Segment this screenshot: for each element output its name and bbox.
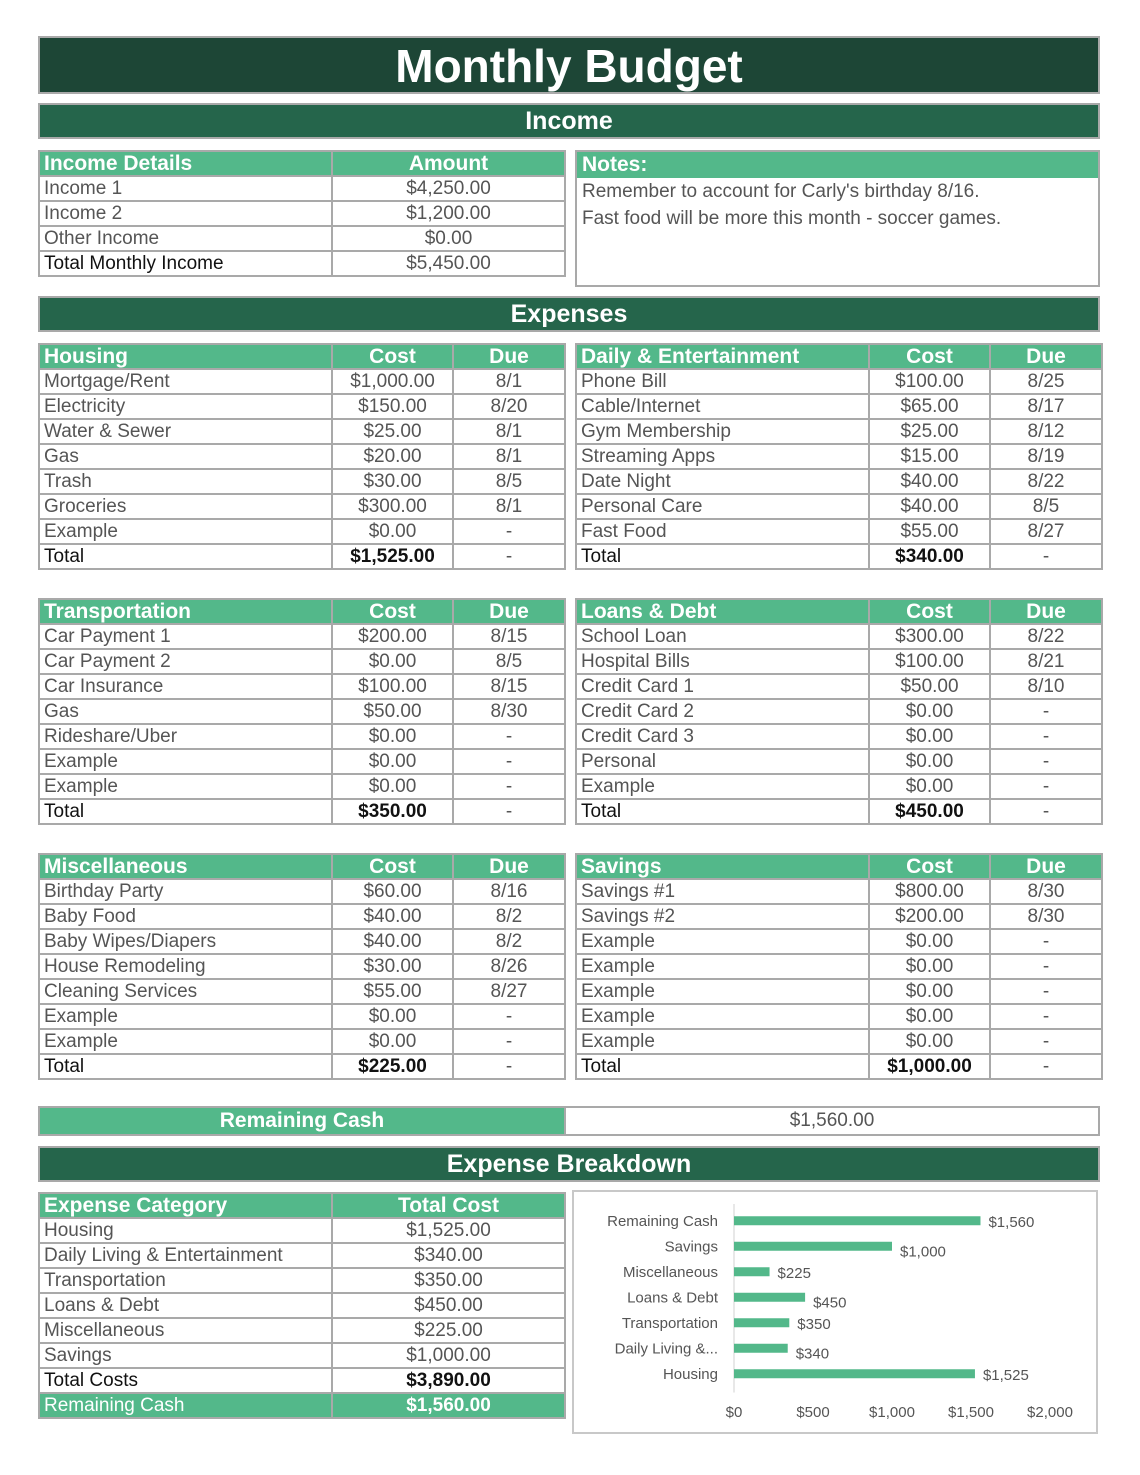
item-label: Savings #2	[576, 904, 869, 929]
bar	[734, 1369, 975, 1378]
total-label: Total	[39, 799, 332, 824]
total-row	[39, 1054, 565, 1079]
item-label: Birthday Party	[39, 879, 332, 904]
item-label: Cable/Internet	[576, 394, 869, 419]
item-label: Streaming Apps	[576, 444, 869, 469]
item-due: -	[453, 749, 565, 774]
item-label: Water & Sewer	[39, 419, 332, 444]
item-label: Savings #1	[576, 879, 869, 904]
income-label: Other Income	[39, 226, 332, 251]
table-row	[39, 1243, 565, 1268]
item-due: 8/5	[453, 469, 565, 494]
miscellaneous-table	[38, 853, 566, 1080]
notes-header: Notes:	[577, 152, 1098, 178]
item-due: -	[453, 519, 565, 544]
total-row	[39, 544, 565, 569]
item-due: 8/27	[990, 519, 1102, 544]
table-row	[576, 469, 1102, 494]
table-row	[576, 419, 1102, 444]
remaining-cash-value: $1,560.00	[332, 1393, 565, 1418]
item-label: Baby Food	[39, 904, 332, 929]
item-cost: $0.00	[332, 1029, 453, 1054]
category-tick-label: Transportation	[621, 1314, 718, 1332]
table-row	[39, 929, 565, 954]
table-row	[39, 1029, 565, 1054]
table-row	[39, 419, 565, 444]
total-label: Total	[576, 799, 869, 824]
item-cost: $50.00	[332, 699, 453, 724]
category-tick-label: Miscellaneous	[622, 1263, 718, 1281]
remaining-cash-value: $1,560.00	[564, 1108, 1098, 1134]
savings-table	[575, 853, 1103, 1080]
item-label: Example	[576, 1004, 869, 1029]
item-cost: $0.00	[869, 724, 990, 749]
total-income-amount: $5,450.00	[332, 251, 565, 276]
item-due: 8/12	[990, 419, 1102, 444]
item-cost: $200.00	[869, 904, 990, 929]
cost-header: Cost	[869, 344, 990, 369]
total-cost: $450.00	[869, 799, 990, 824]
item-cost: $0.00	[332, 749, 453, 774]
category-tick-label: Savings	[664, 1238, 718, 1256]
table-row	[39, 444, 565, 469]
category-cost: $340.00	[332, 1243, 565, 1268]
total-row	[576, 544, 1102, 569]
item-cost: $0.00	[869, 1004, 990, 1029]
item-cost: $30.00	[332, 954, 453, 979]
item-due: 8/30	[990, 879, 1102, 904]
item-due: 8/26	[453, 954, 565, 979]
table-row	[39, 1218, 565, 1243]
table-row	[576, 519, 1102, 544]
transportation-table	[38, 598, 566, 825]
income-label: Income 2	[39, 201, 332, 226]
total-label: Total	[576, 544, 869, 569]
table-row	[576, 394, 1102, 419]
cost-header: Cost	[332, 344, 453, 369]
item-cost: $300.00	[332, 494, 453, 519]
item-cost: $0.00	[332, 724, 453, 749]
category-tick-label: Daily Living &...	[614, 1340, 718, 1358]
breakdown-table	[38, 1192, 566, 1419]
item-due: 8/30	[453, 699, 565, 724]
item-due: -	[990, 1029, 1102, 1054]
table-row	[576, 929, 1102, 954]
total-label: Total	[39, 544, 332, 569]
item-label: Gas	[39, 444, 332, 469]
total-cost: $1,000.00	[869, 1054, 990, 1079]
total-row	[39, 799, 565, 824]
daily-entertainment-table	[575, 343, 1103, 570]
item-due: 8/17	[990, 394, 1102, 419]
total-costs-row	[39, 1368, 565, 1393]
x-tick-label: $1,500	[948, 1404, 994, 1421]
table-row	[39, 1268, 565, 1293]
table-row	[39, 904, 565, 929]
item-cost: $0.00	[869, 749, 990, 774]
item-due: 8/22	[990, 624, 1102, 649]
table-row	[39, 749, 565, 774]
item-label: Example	[39, 1029, 332, 1054]
category-header: Miscellaneous	[39, 854, 332, 879]
item-due: -	[990, 749, 1102, 774]
category-tick-label: Loans & Debt	[627, 1289, 718, 1307]
cost-header: Cost	[332, 854, 453, 879]
category-label: Miscellaneous	[39, 1318, 332, 1343]
table-row	[576, 1029, 1102, 1054]
table-row	[576, 879, 1102, 904]
x-tick-label: $1,000	[869, 1404, 915, 1421]
table-row	[39, 649, 565, 674]
table-row	[39, 699, 565, 724]
item-cost: $100.00	[869, 649, 990, 674]
total-cost: $350.00	[332, 799, 453, 824]
remaining-cash-label: Remaining Cash	[39, 1393, 332, 1418]
item-cost: $0.00	[332, 649, 453, 674]
table-row	[576, 624, 1102, 649]
item-cost: $0.00	[869, 979, 990, 1004]
item-label: Credit Card 3	[576, 724, 869, 749]
item-label: Rideshare/Uber	[39, 724, 332, 749]
table-row	[39, 1343, 565, 1368]
item-label: Baby Wipes/Diapers	[39, 929, 332, 954]
breakdown-section-header: Expense Breakdown	[38, 1146, 1100, 1182]
income-amount: $0.00	[332, 226, 565, 251]
table-row	[576, 1004, 1102, 1029]
x-tick-label: $2,000	[1027, 1404, 1073, 1421]
item-due: 8/15	[453, 624, 565, 649]
category-label: Loans & Debt	[39, 1293, 332, 1318]
data-label: $1,000	[900, 1243, 946, 1261]
item-label: Example	[576, 1029, 869, 1054]
table-row	[39, 494, 565, 519]
table-row	[576, 649, 1102, 674]
cost-header: Cost	[869, 599, 990, 624]
bar	[734, 1267, 770, 1276]
item-label: School Loan	[576, 624, 869, 649]
bar	[734, 1216, 980, 1225]
item-cost: $0.00	[869, 954, 990, 979]
category-label: Housing	[39, 1218, 332, 1243]
item-cost: $55.00	[332, 979, 453, 1004]
due-header: Due	[990, 854, 1102, 879]
data-label: $340	[795, 1345, 830, 1363]
item-cost: $30.00	[332, 469, 453, 494]
item-due: -	[990, 954, 1102, 979]
category-cost: $1,525.00	[332, 1218, 565, 1243]
item-label: Gym Membership	[576, 419, 869, 444]
table-row	[39, 369, 565, 394]
remaining-cash-row	[39, 1393, 565, 1418]
item-due: 8/1	[453, 494, 565, 519]
total-due: -	[453, 799, 565, 824]
data-label: $450	[813, 1294, 847, 1312]
item-cost: $1,000.00	[332, 369, 453, 394]
item-cost: $50.00	[869, 674, 990, 699]
item-label: Car Payment 2	[39, 649, 332, 674]
item-due: -	[990, 699, 1102, 724]
category-cost: $225.00	[332, 1318, 565, 1343]
x-tick-label: $500	[796, 1404, 830, 1421]
item-due: 8/21	[990, 649, 1102, 674]
table-row	[39, 469, 565, 494]
total-cost: $340.00	[869, 544, 990, 569]
item-due: 8/1	[453, 369, 565, 394]
category-cost: $350.00	[332, 1268, 565, 1293]
item-label: Phone Bill	[576, 369, 869, 394]
table-row	[39, 624, 565, 649]
total-income-label: Total Monthly Income	[39, 251, 332, 276]
table-row	[39, 674, 565, 699]
table-row	[39, 519, 565, 544]
item-cost: $0.00	[869, 699, 990, 724]
note-line: Fast food will be more this month - soccer games.	[582, 208, 1002, 229]
category-tick-label: Remaining Cash	[607, 1212, 718, 1230]
data-label: $1,525	[982, 1366, 1029, 1384]
item-label: Groceries	[39, 494, 332, 519]
total-cost: $1,525.00	[332, 544, 453, 569]
total-row	[39, 251, 565, 276]
item-cost: $25.00	[332, 419, 453, 444]
loans-debt-table	[575, 598, 1103, 825]
item-cost: $0.00	[869, 1029, 990, 1054]
item-due: 8/22	[990, 469, 1102, 494]
total-row	[576, 799, 1102, 824]
item-label: Mortgage/Rent	[39, 369, 332, 394]
category-header: Daily & Entertainment	[576, 344, 869, 369]
category-cost: $450.00	[332, 1293, 565, 1318]
total-costs-label: Total Costs	[39, 1368, 332, 1393]
total-due: -	[990, 799, 1102, 824]
item-cost: $200.00	[332, 624, 453, 649]
item-label: Example	[576, 979, 869, 1004]
item-cost: $0.00	[332, 1004, 453, 1029]
note-line: Remember to account for Carly's birthday 8/16.	[582, 181, 980, 202]
item-label: Example	[39, 1004, 332, 1029]
bar	[734, 1344, 788, 1353]
category-label: Daily Living & Entertainment	[39, 1243, 332, 1268]
total-row	[576, 1054, 1102, 1079]
table-row	[576, 444, 1102, 469]
data-label: $1,560	[988, 1213, 1035, 1231]
total-costs-value: $3,890.00	[332, 1368, 565, 1393]
table-row	[39, 176, 565, 201]
item-due: 8/2	[453, 929, 565, 954]
income-label: Income 1	[39, 176, 332, 201]
item-label: Car Insurance	[39, 674, 332, 699]
item-label: Gas	[39, 699, 332, 724]
table-row	[39, 724, 565, 749]
table-row	[39, 226, 565, 251]
item-due: 8/2	[453, 904, 565, 929]
data-label: $225	[777, 1264, 811, 1282]
table-row	[39, 201, 565, 226]
item-label: Car Payment 1	[39, 624, 332, 649]
table-row	[576, 369, 1102, 394]
item-due: 8/5	[453, 649, 565, 674]
table-row	[39, 879, 565, 904]
total-label: Total	[39, 1054, 332, 1079]
table-row	[576, 494, 1102, 519]
total-label: Total	[576, 1054, 869, 1079]
table-row	[576, 724, 1102, 749]
category-tick-label: Housing	[662, 1365, 718, 1383]
page-title: Monthly Budget	[38, 36, 1100, 94]
item-label: Electricity	[39, 394, 332, 419]
item-due: -	[990, 1004, 1102, 1029]
item-due: -	[453, 724, 565, 749]
table-row	[576, 904, 1102, 929]
item-cost: $40.00	[332, 929, 453, 954]
item-due: -	[453, 1004, 565, 1029]
item-due: 8/1	[453, 444, 565, 469]
item-due: 8/10	[990, 674, 1102, 699]
due-header: Due	[453, 599, 565, 624]
due-header: Due	[453, 854, 565, 879]
table-row	[576, 699, 1102, 724]
item-due: 8/5	[990, 494, 1102, 519]
item-due: -	[990, 979, 1102, 1004]
table-row	[576, 749, 1102, 774]
income-amount: $4,250.00	[332, 176, 565, 201]
category-header: Savings	[576, 854, 869, 879]
housing-table	[38, 343, 566, 570]
remaining-cash-bar	[38, 1106, 1100, 1136]
item-due: -	[990, 774, 1102, 799]
remaining-cash-label: Remaining Cash	[40, 1108, 564, 1134]
item-label: House Remodeling	[39, 954, 332, 979]
category-header: Housing	[39, 344, 332, 369]
bar	[734, 1293, 805, 1302]
item-due: 8/1	[453, 419, 565, 444]
item-label: Example	[576, 954, 869, 979]
item-due: 8/16	[453, 879, 565, 904]
table-row	[39, 1318, 565, 1343]
item-label: Date Night	[576, 469, 869, 494]
item-cost: $0.00	[869, 929, 990, 954]
item-label: Example	[39, 774, 332, 799]
income-amount: $1,200.00	[332, 201, 565, 226]
item-cost: $55.00	[869, 519, 990, 544]
item-due: 8/27	[453, 979, 565, 1004]
item-label: Fast Food	[576, 519, 869, 544]
cost-header: Cost	[869, 854, 990, 879]
item-due: 8/30	[990, 904, 1102, 929]
item-cost: $0.00	[332, 774, 453, 799]
table-row	[39, 394, 565, 419]
item-label: Example	[576, 774, 869, 799]
due-header: Due	[453, 344, 565, 369]
item-label: Example	[39, 519, 332, 544]
item-cost: $100.00	[869, 369, 990, 394]
data-label: $350	[797, 1315, 831, 1333]
table-row	[39, 954, 565, 979]
category-label: Savings	[39, 1343, 332, 1368]
bar	[734, 1318, 789, 1327]
income-details-header: Income Details	[39, 151, 332, 176]
table-row	[39, 1004, 565, 1029]
item-label: Example	[39, 749, 332, 774]
amount-header: Amount	[332, 151, 565, 176]
total-due: -	[990, 544, 1102, 569]
item-cost: $40.00	[869, 469, 990, 494]
table-row	[576, 674, 1102, 699]
total-due: -	[453, 544, 565, 569]
category-label: Transportation	[39, 1268, 332, 1293]
chart-svg	[574, 1192, 1096, 1432]
item-label: Example	[576, 929, 869, 954]
total-due: -	[453, 1054, 565, 1079]
table-row	[576, 979, 1102, 1004]
category-header: Transportation	[39, 599, 332, 624]
item-cost: $60.00	[332, 879, 453, 904]
item-due: -	[990, 929, 1102, 954]
item-due: 8/20	[453, 394, 565, 419]
total-cost: $225.00	[332, 1054, 453, 1079]
item-cost: $0.00	[332, 519, 453, 544]
due-header: Due	[990, 344, 1102, 369]
item-due: -	[990, 724, 1102, 749]
item-cost: $40.00	[332, 904, 453, 929]
item-due: -	[453, 1029, 565, 1054]
item-due: -	[453, 774, 565, 799]
item-due: 8/19	[990, 444, 1102, 469]
expense-bar-chart	[572, 1190, 1098, 1434]
income-table	[38, 150, 566, 277]
category-header: Loans & Debt	[576, 599, 869, 624]
table-row	[39, 774, 565, 799]
due-header: Due	[990, 599, 1102, 624]
item-cost: $0.00	[869, 774, 990, 799]
item-cost: $65.00	[869, 394, 990, 419]
item-due: 8/15	[453, 674, 565, 699]
item-cost: $40.00	[869, 494, 990, 519]
item-label: Credit Card 2	[576, 699, 869, 724]
expenses-section-header: Expenses	[38, 296, 1100, 332]
notes-box	[575, 150, 1100, 287]
bar	[734, 1242, 892, 1251]
item-label: Cleaning Services	[39, 979, 332, 1004]
item-cost: $15.00	[869, 444, 990, 469]
table-row	[39, 1293, 565, 1318]
item-cost: $20.00	[332, 444, 453, 469]
item-due: 8/25	[990, 369, 1102, 394]
total-due: -	[990, 1054, 1102, 1079]
item-cost: $300.00	[869, 624, 990, 649]
item-cost: $150.00	[332, 394, 453, 419]
item-cost: $100.00	[332, 674, 453, 699]
item-label: Personal Care	[576, 494, 869, 519]
income-section-header: Income	[38, 103, 1100, 139]
table-row	[576, 774, 1102, 799]
item-label: Credit Card 1	[576, 674, 869, 699]
item-cost: $800.00	[869, 879, 990, 904]
total-cost-header: Total Cost	[332, 1193, 565, 1218]
cost-header: Cost	[332, 599, 453, 624]
table-row	[576, 954, 1102, 979]
item-label: Personal	[576, 749, 869, 774]
item-cost: $25.00	[869, 419, 990, 444]
expense-category-header: Expense Category	[39, 1193, 332, 1218]
category-cost: $1,000.00	[332, 1343, 565, 1368]
item-label: Hospital Bills	[576, 649, 869, 674]
item-label: Trash	[39, 469, 332, 494]
table-row	[39, 979, 565, 1004]
x-tick-label: $0	[725, 1404, 743, 1421]
